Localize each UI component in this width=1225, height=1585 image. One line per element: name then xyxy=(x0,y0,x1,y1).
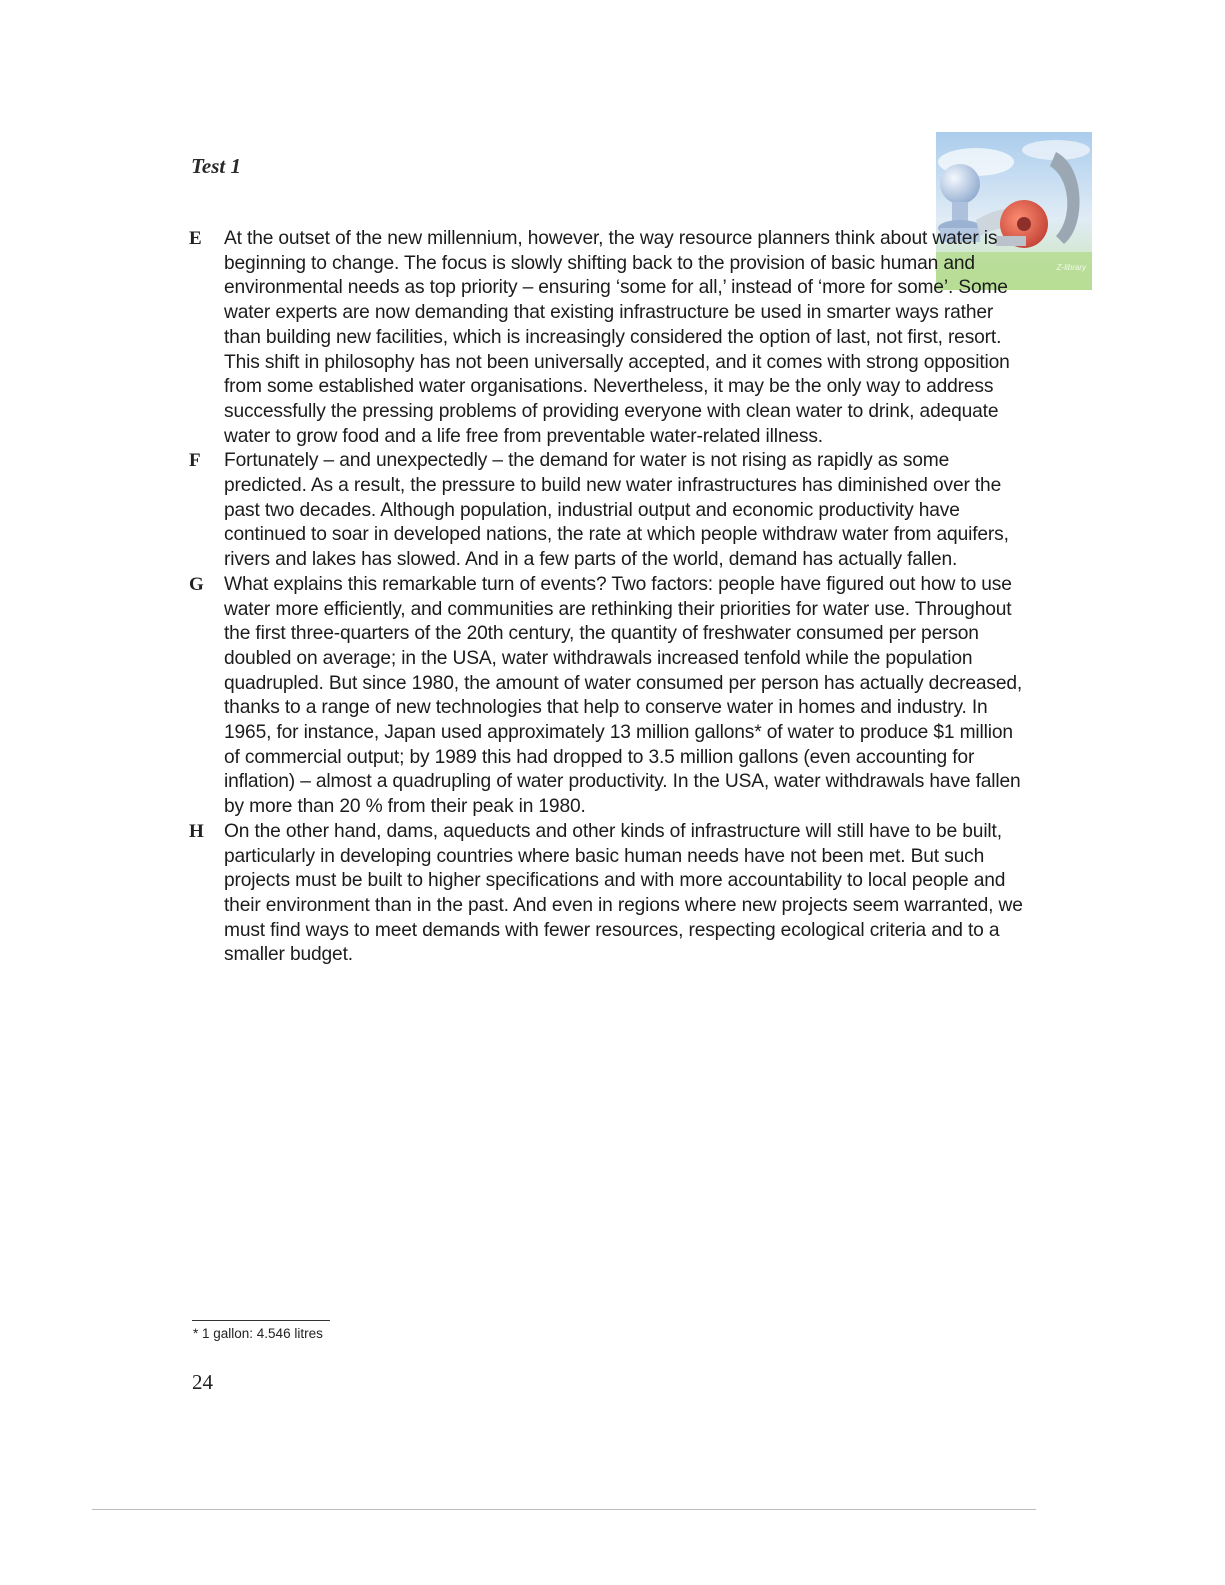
paragraph-h xyxy=(187,820,1027,968)
bottom-divider xyxy=(92,1509,1036,1510)
footnote-divider xyxy=(192,1320,330,1321)
paragraph-letter: G xyxy=(189,573,204,595)
paragraph-letter: E xyxy=(189,228,202,249)
paragraph-text: Fortunately – and unexpectedly – the demand for water is not rising as rapidly as some predicted. As a result, the pressure to build new water infrastructures has diminished over the past two decades. Although population, industrial output and economic productivity have continued to soar in developed nations, the rate at which people withdraw water from aquifers, rivers and lakes has slowed. And in a few parts of the world, demand has actually fallen. xyxy=(224,450,1009,571)
paragraph-g xyxy=(187,573,1027,820)
paragraph-letter: H xyxy=(189,820,204,842)
paragraph-f xyxy=(187,449,1027,573)
paragraph-text: What explains this remarkable turn of events? Two factors: people have figured out how to use water more efficiently, and communities are rethinking their priorities for water use. Throughout the first three-quarters of the 20th century, the quantity of freshwater consumed per person doubled on average; in the USA, water withdrawals increased tenfold while the population quadrupled. But since 1980, the amount of water consumed per person has actually decreased, thanks to a range of new technologies that help to conserve water in homes and industry. In 1965, for instance, Japan used approximately 13 million gallons* of water to produce $1 million of commercial output; by 1989 this had dropped to 3.5 million gallons (even accounting for inflation) – almost a quadrupling of water productivity. In the USA, water withdrawals have fallen by more than 20 % from their peak in 1980. xyxy=(224,573,1023,818)
paragraph-text: At the outset of the new millennium, however, the way resource planners think about water is beginning to change. The focus is slowly shifting back to the provision of basic human and environmental needs as top priority – ensuring ‘some for all,’ instead of ‘more for some’. Some water experts are now demanding that existing infrastructure be used in smarter ways rather than building new facilities, which is increasingly considered the option of last, not first, resort. This shift in philosophy has not been universally accepted, and it comes with strong opposition from some established water organisations. Nevertheless, it may be the only way to address successfully the pressing problems of providing everyone with clean water to drink, adequate water to grow food and a life free from preventable water-related illness. xyxy=(224,228,1010,447)
paragraph-e xyxy=(187,227,1027,449)
article-body xyxy=(187,227,1027,968)
paragraph-text: On the other hand, dams, aqueducts and other kinds of infrastructure will still have to be built, particularly in developing countries where basic human needs have not been met. But such projects must be built to higher specifications and with more accountability to local people and their environment than in the past. And even in regions where new projects seem warranted, we must find ways to meet demands with fewer resources, respecting ecological criteria and to a smaller budget. xyxy=(224,820,1023,966)
footnote: * 1 gallon: 4.546 litres xyxy=(193,1326,323,1341)
page-header-title: Test 1 xyxy=(191,154,241,178)
logo-caption: Z-library xyxy=(1056,263,1086,272)
paragraph-letter: F xyxy=(189,450,201,472)
page-number: 24 xyxy=(192,1370,213,1394)
